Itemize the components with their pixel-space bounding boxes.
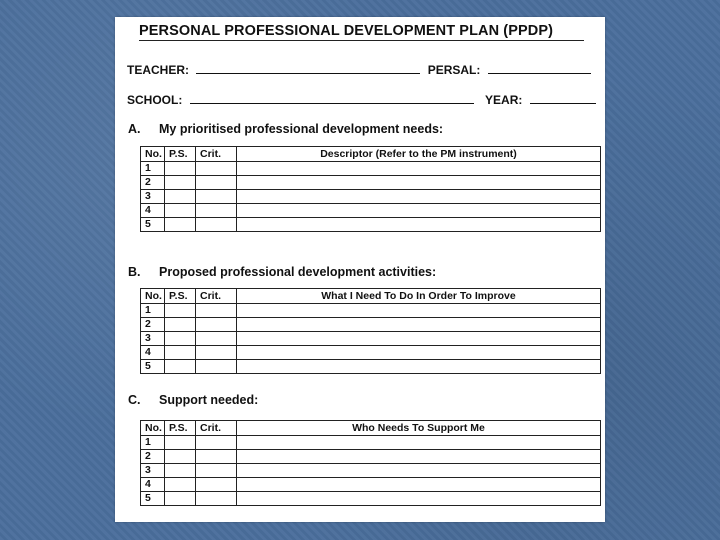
teacher-label: TEACHER:: [127, 63, 189, 77]
col-header-descriptor: Descriptor (Refer to the PM instrument): [237, 147, 601, 162]
table-row: [141, 204, 601, 218]
row-number: 1: [141, 436, 165, 450]
crit-cell[interactable]: [196, 318, 237, 332]
activity-cell[interactable]: [237, 304, 601, 318]
row-number: 2: [141, 450, 165, 464]
activity-cell[interactable]: [237, 318, 601, 332]
ppdp-form-page: [115, 17, 605, 522]
row-number: 5: [141, 360, 165, 374]
ps-cell[interactable]: [165, 436, 196, 450]
ps-cell[interactable]: [165, 332, 196, 346]
col-header-crit: Crit.: [196, 147, 237, 162]
form-title: PERSONAL PROFESSIONAL DEVELOPMENT PLAN (PPDP): [139, 23, 554, 39]
col-header-ps: P.S.: [165, 289, 196, 304]
ps-cell[interactable]: [165, 360, 196, 374]
table-row: [141, 162, 601, 176]
crit-cell[interactable]: [196, 346, 237, 360]
crit-cell[interactable]: [196, 176, 237, 190]
crit-cell[interactable]: [196, 332, 237, 346]
activity-cell[interactable]: [237, 346, 601, 360]
year-label: YEAR:: [485, 93, 523, 107]
section-c-heading: [128, 393, 258, 407]
activity-cell[interactable]: [237, 332, 601, 346]
table-row: [141, 436, 601, 450]
table-row: [141, 176, 601, 190]
ps-cell[interactable]: [165, 492, 196, 506]
section-title: Proposed professional development activities:: [159, 265, 437, 279]
support-cell[interactable]: [237, 464, 601, 478]
ps-cell[interactable]: [165, 304, 196, 318]
ps-cell[interactable]: [165, 204, 196, 218]
col-header-support: Who Needs To Support Me: [237, 421, 601, 436]
table-row: [141, 190, 601, 204]
table-row: [141, 360, 601, 374]
table-header-row: [141, 147, 601, 162]
persal-label: PERSAL:: [427, 63, 481, 77]
support-cell[interactable]: [237, 450, 601, 464]
col-header-crit: Crit.: [196, 289, 237, 304]
table-header-row: [141, 421, 601, 436]
section-letter: A.: [128, 122, 141, 136]
crit-cell[interactable]: [196, 450, 237, 464]
row-number: 2: [141, 318, 165, 332]
needs-table: [140, 146, 601, 232]
ps-cell[interactable]: [165, 176, 196, 190]
descriptor-cell[interactable]: [237, 218, 601, 232]
row-number: 3: [141, 464, 165, 478]
section-a-heading: [128, 122, 443, 136]
section-title: Support needed:: [159, 393, 259, 407]
support-cell[interactable]: [237, 492, 601, 506]
crit-cell[interactable]: [196, 492, 237, 506]
ps-cell[interactable]: [165, 162, 196, 176]
table-row: [141, 318, 601, 332]
ps-cell[interactable]: [165, 450, 196, 464]
crit-cell[interactable]: [196, 360, 237, 374]
crit-cell[interactable]: [196, 478, 237, 492]
ps-cell[interactable]: [165, 218, 196, 232]
table-row: [141, 304, 601, 318]
support-table: [140, 420, 601, 506]
col-header-no: No.: [141, 147, 165, 162]
support-cell[interactable]: [237, 478, 601, 492]
ps-cell[interactable]: [165, 464, 196, 478]
table-row: [141, 478, 601, 492]
activities-table: [140, 288, 601, 374]
support-cell[interactable]: [237, 436, 601, 450]
persal-field[interactable]: [488, 62, 591, 74]
col-header-crit: Crit.: [196, 421, 237, 436]
school-year-row: [127, 92, 596, 107]
crit-cell[interactable]: [196, 464, 237, 478]
section-title: My prioritised professional development needs:: [159, 122, 444, 136]
descriptor-cell[interactable]: [237, 176, 601, 190]
ps-cell[interactable]: [165, 346, 196, 360]
col-header-ps: P.S.: [165, 421, 196, 436]
ps-cell[interactable]: [165, 478, 196, 492]
ps-cell[interactable]: [165, 318, 196, 332]
descriptor-cell[interactable]: [237, 162, 601, 176]
row-number: 2: [141, 176, 165, 190]
table-row: [141, 346, 601, 360]
descriptor-cell[interactable]: [237, 204, 601, 218]
row-number: 5: [141, 218, 165, 232]
descriptor-cell[interactable]: [237, 190, 601, 204]
ps-cell[interactable]: [165, 190, 196, 204]
crit-cell[interactable]: [196, 190, 237, 204]
crit-cell[interactable]: [196, 162, 237, 176]
crit-cell[interactable]: [196, 436, 237, 450]
table-row: [141, 218, 601, 232]
row-number: 1: [141, 304, 165, 318]
crit-cell[interactable]: [196, 218, 237, 232]
row-number: 3: [141, 190, 165, 204]
school-field[interactable]: [190, 92, 474, 104]
year-field[interactable]: [530, 92, 596, 104]
table-row: [141, 450, 601, 464]
col-header-no: No.: [141, 289, 165, 304]
col-header-no: No.: [141, 421, 165, 436]
col-header-ps: P.S.: [165, 147, 196, 162]
table-header-row: [141, 289, 601, 304]
table-row: [141, 492, 601, 506]
row-number: 4: [141, 204, 165, 218]
col-header-improve: What I Need To Do In Order To Improve: [237, 289, 601, 304]
table-row: [141, 464, 601, 478]
row-number: 5: [141, 492, 165, 506]
teacher-field[interactable]: [196, 62, 420, 74]
row-number: 4: [141, 478, 165, 492]
table-row: [141, 332, 601, 346]
row-number: 4: [141, 346, 165, 360]
section-b-heading: [128, 265, 436, 279]
crit-cell[interactable]: [196, 204, 237, 218]
school-label: SCHOOL:: [127, 93, 183, 107]
crit-cell[interactable]: [196, 304, 237, 318]
row-number: 1: [141, 162, 165, 176]
section-letter: C.: [128, 393, 141, 407]
activity-cell[interactable]: [237, 360, 601, 374]
section-letter: B.: [128, 265, 141, 279]
teacher-persal-row: [127, 62, 591, 77]
row-number: 3: [141, 332, 165, 346]
title-underline: [139, 40, 584, 41]
